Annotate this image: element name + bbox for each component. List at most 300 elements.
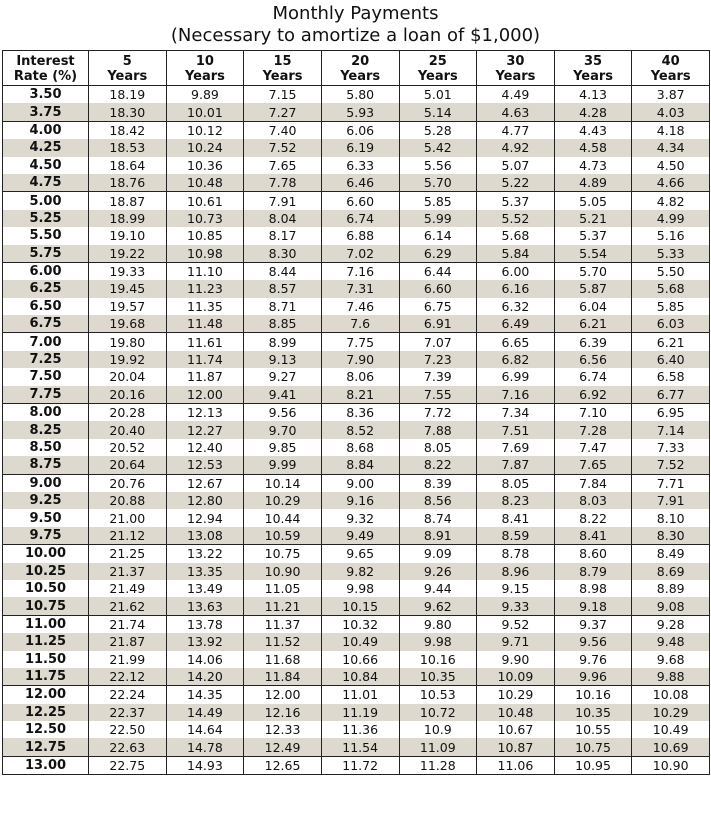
payment-cell: 9.65 <box>321 545 399 563</box>
payment-cell: 6.03 <box>632 315 710 333</box>
payment-cell: 18.53 <box>89 139 167 156</box>
payment-cell: 9.71 <box>477 633 555 650</box>
payment-cell: 13.78 <box>166 615 244 633</box>
rate-cell: 7.25 <box>3 351 89 368</box>
payment-cell: 12.13 <box>166 404 244 422</box>
table-row <box>3 651 710 668</box>
payment-cell: 7.23 <box>399 351 477 368</box>
payment-cell: 9.48 <box>632 633 710 650</box>
rate-cell: 7.00 <box>3 333 89 351</box>
payment-cell: 7.02 <box>321 245 399 263</box>
payment-cell: 3.87 <box>632 86 710 104</box>
payment-cell: 20.64 <box>89 456 167 474</box>
payment-cell: 11.54 <box>321 738 399 756</box>
payment-cell: 8.99 <box>244 333 322 351</box>
payment-cell: 10.15 <box>321 597 399 615</box>
payment-cell: 10.85 <box>166 227 244 244</box>
payment-cell: 8.56 <box>399 492 477 509</box>
payment-cell: 9.32 <box>321 509 399 526</box>
payment-cell: 9.99 <box>244 456 322 474</box>
rate-cell: 8.00 <box>3 404 89 422</box>
table-row <box>3 474 710 492</box>
rate-cell: 10.75 <box>3 597 89 615</box>
payment-cell: 10.08 <box>632 686 710 704</box>
payment-cell: 6.91 <box>399 315 477 333</box>
table-row <box>3 686 710 704</box>
payment-cell: 4.73 <box>554 157 632 174</box>
payment-cell: 10.14 <box>244 474 322 492</box>
payment-cell: 14.20 <box>166 668 244 686</box>
payment-cell: 5.85 <box>632 298 710 315</box>
payment-cell: 18.87 <box>89 192 167 210</box>
payment-cell: 5.56 <box>399 157 477 174</box>
table-row <box>3 456 710 474</box>
payment-cell: 5.80 <box>321 86 399 104</box>
payment-cell: 9.49 <box>321 527 399 545</box>
payment-cell: 10.35 <box>399 668 477 686</box>
payment-cell: 9.26 <box>399 563 477 580</box>
payment-cell: 21.25 <box>89 545 167 563</box>
payment-cell: 4.49 <box>477 86 555 104</box>
payment-cell: 6.00 <box>477 262 555 280</box>
payment-cell: 12.00 <box>166 386 244 404</box>
table-row <box>3 704 710 721</box>
payment-cell: 4.89 <box>554 174 632 192</box>
payment-cell: 9.56 <box>244 404 322 422</box>
payment-cell: 8.84 <box>321 456 399 474</box>
payment-cell: 4.13 <box>554 86 632 104</box>
payment-cell: 10.59 <box>244 527 322 545</box>
payment-cell: 11.87 <box>166 368 244 385</box>
table-body <box>3 86 710 775</box>
payment-cell: 21.12 <box>89 527 167 545</box>
header-term-40 <box>632 51 710 86</box>
payment-cell: 13.08 <box>166 527 244 545</box>
rate-cell: 9.25 <box>3 492 89 509</box>
payment-cell: 10.44 <box>244 509 322 526</box>
payment-cell: 10.32 <box>321 615 399 633</box>
rate-cell: 6.50 <box>3 298 89 315</box>
payment-cell: 7.39 <box>399 368 477 385</box>
payment-cell: 19.33 <box>89 262 167 280</box>
rate-cell: 5.50 <box>3 227 89 244</box>
table-title <box>0 3 711 47</box>
payment-cell: 9.44 <box>399 580 477 597</box>
payment-cell: 13.63 <box>166 597 244 615</box>
payment-cell: 20.88 <box>89 492 167 509</box>
payment-cell: 10.55 <box>554 721 632 738</box>
payment-cell: 6.58 <box>632 368 710 385</box>
table-row <box>3 157 710 174</box>
payment-cell: 21.62 <box>89 597 167 615</box>
header-term-value: 15 <box>273 53 292 69</box>
payment-cell: 18.42 <box>89 121 167 139</box>
table-row <box>3 121 710 139</box>
payment-cell: 12.00 <box>244 686 322 704</box>
payment-cell: 11.72 <box>321 756 399 774</box>
payment-cell: 6.21 <box>632 333 710 351</box>
payment-cell: 11.48 <box>166 315 244 333</box>
header-term-10 <box>166 51 244 86</box>
payment-cell: 6.56 <box>554 351 632 368</box>
payment-cell: 8.05 <box>477 474 555 492</box>
payment-cell: 19.22 <box>89 245 167 263</box>
payment-cell: 8.22 <box>399 456 477 474</box>
payment-cell: 7.28 <box>554 421 632 438</box>
payment-cell: 9.37 <box>554 615 632 633</box>
payment-cell: 8.30 <box>244 245 322 263</box>
payment-cell: 5.16 <box>632 227 710 244</box>
table-row <box>3 563 710 580</box>
table-row <box>3 509 710 526</box>
payment-cell: 21.87 <box>89 633 167 650</box>
payment-cell: 7.07 <box>399 333 477 351</box>
payment-cell: 10.84 <box>321 668 399 686</box>
payment-cell: 10.75 <box>244 545 322 563</box>
payment-cell: 22.63 <box>89 738 167 756</box>
payment-cell: 5.28 <box>399 121 477 139</box>
rate-cell: 5.75 <box>3 245 89 263</box>
table-row <box>3 86 710 104</box>
payment-cell: 22.12 <box>89 668 167 686</box>
header-term-20 <box>321 51 399 86</box>
rate-cell: 13.00 <box>3 756 89 774</box>
payment-cell: 5.37 <box>477 192 555 210</box>
payment-cell: 4.34 <box>632 139 710 156</box>
table-row <box>3 192 710 210</box>
header-term-value: 35 <box>584 53 603 69</box>
payment-cell: 7.65 <box>244 157 322 174</box>
payment-cell: 13.49 <box>166 580 244 597</box>
payment-cell: 10.29 <box>244 492 322 509</box>
rate-cell: 5.00 <box>3 192 89 210</box>
payment-cell: 10.09 <box>477 668 555 686</box>
payment-cell: 4.28 <box>554 103 632 121</box>
header-term-unit: Years <box>184 68 225 84</box>
payment-cell: 4.50 <box>632 157 710 174</box>
table-row <box>3 527 710 545</box>
header-term-unit: Years <box>107 68 148 84</box>
payment-cell: 5.33 <box>632 245 710 263</box>
table-row <box>3 738 710 756</box>
payment-cell: 19.80 <box>89 333 167 351</box>
payment-cell: 7.65 <box>554 456 632 474</box>
payment-cell: 6.39 <box>554 333 632 351</box>
payment-cell: 7.72 <box>399 404 477 422</box>
payment-cell: 10.90 <box>244 563 322 580</box>
table-row <box>3 386 710 404</box>
payment-cell: 5.22 <box>477 174 555 192</box>
payment-cell: 7.90 <box>321 351 399 368</box>
payment-cell: 7.10 <box>554 404 632 422</box>
payment-cell: 9.13 <box>244 351 322 368</box>
payment-cell: 19.57 <box>89 298 167 315</box>
payment-cell: 9.88 <box>632 668 710 686</box>
payment-cell: 14.35 <box>166 686 244 704</box>
table-row <box>3 668 710 686</box>
payment-cell: 11.19 <box>321 704 399 721</box>
table-row <box>3 721 710 738</box>
payment-cell: 11.21 <box>244 597 322 615</box>
payment-cell: 4.82 <box>632 192 710 210</box>
payment-cell: 10.12 <box>166 121 244 139</box>
table-row <box>3 351 710 368</box>
payment-cell: 8.10 <box>632 509 710 526</box>
payment-cell: 7.91 <box>632 492 710 509</box>
payment-cell: 6.95 <box>632 404 710 422</box>
payment-cell: 8.74 <box>399 509 477 526</box>
payment-cell: 10.90 <box>632 756 710 774</box>
payment-cell: 7.6 <box>321 315 399 333</box>
payment-cell: 8.69 <box>632 563 710 580</box>
rate-cell: 8.25 <box>3 421 89 438</box>
payment-cell: 4.58 <box>554 139 632 156</box>
payment-cell: 14.49 <box>166 704 244 721</box>
header-term-unit: Years <box>650 68 691 84</box>
payment-cell: 6.60 <box>321 192 399 210</box>
payment-cell: 18.30 <box>89 103 167 121</box>
rate-cell: 3.50 <box>3 86 89 104</box>
payment-cell: 10.01 <box>166 103 244 121</box>
payment-cell: 14.78 <box>166 738 244 756</box>
payment-cell: 8.06 <box>321 368 399 385</box>
payment-cell: 5.52 <box>477 210 555 227</box>
header-term-15 <box>244 51 322 86</box>
rate-cell: 11.25 <box>3 633 89 650</box>
payment-cell: 9.68 <box>632 651 710 668</box>
payment-cell: 8.71 <box>244 298 322 315</box>
rate-cell: 9.50 <box>3 509 89 526</box>
payment-cell: 10.87 <box>477 738 555 756</box>
header-term-unit: Years <box>417 68 458 84</box>
payment-cell: 10.67 <box>477 721 555 738</box>
payment-cell: 6.74 <box>321 210 399 227</box>
payment-cell: 9.70 <box>244 421 322 438</box>
payment-cell: 18.64 <box>89 157 167 174</box>
payment-cell: 8.96 <box>477 563 555 580</box>
payment-cell: 8.23 <box>477 492 555 509</box>
payment-cell: 7.14 <box>632 421 710 438</box>
table-row <box>3 227 710 244</box>
payment-cell: 8.91 <box>399 527 477 545</box>
payment-cell: 5.85 <box>399 192 477 210</box>
header-term-value: 30 <box>506 53 525 69</box>
payment-cell: 21.74 <box>89 615 167 633</box>
payment-cell: 10.69 <box>632 738 710 756</box>
payment-cell: 18.76 <box>89 174 167 192</box>
payment-cell: 7.31 <box>321 280 399 297</box>
payment-cell: 7.52 <box>632 456 710 474</box>
header-term-25 <box>399 51 477 86</box>
rate-cell: 4.75 <box>3 174 89 192</box>
table-row <box>3 245 710 263</box>
payment-cell: 12.53 <box>166 456 244 474</box>
payment-cell: 22.50 <box>89 721 167 738</box>
payment-cell: 22.75 <box>89 756 167 774</box>
payment-cell: 8.68 <box>321 439 399 456</box>
table-row <box>3 404 710 422</box>
header-term-value: 5 <box>122 53 132 69</box>
rate-cell: 10.25 <box>3 563 89 580</box>
payment-cell: 4.77 <box>477 121 555 139</box>
payment-cell: 7.55 <box>399 386 477 404</box>
payment-cell: 7.52 <box>244 139 322 156</box>
payment-cell: 18.99 <box>89 210 167 227</box>
header-term-35 <box>554 51 632 86</box>
payment-cell: 10.16 <box>554 686 632 704</box>
table-row <box>3 315 710 333</box>
payment-cell: 7.16 <box>477 386 555 404</box>
payment-cell: 9.98 <box>321 580 399 597</box>
payment-cell: 21.99 <box>89 651 167 668</box>
table-row <box>3 421 710 438</box>
payment-cell: 7.47 <box>554 439 632 456</box>
payment-cell: 5.99 <box>399 210 477 227</box>
payment-cell: 8.79 <box>554 563 632 580</box>
payment-cell: 19.92 <box>89 351 167 368</box>
table-row <box>3 633 710 650</box>
rate-cell: 8.75 <box>3 456 89 474</box>
payment-cell: 6.82 <box>477 351 555 368</box>
payment-cell: 22.37 <box>89 704 167 721</box>
payment-cell: 5.68 <box>477 227 555 244</box>
payment-cell: 7.46 <box>321 298 399 315</box>
payment-cell: 8.60 <box>554 545 632 563</box>
payment-cell: 9.00 <box>321 474 399 492</box>
payment-cell: 8.49 <box>632 545 710 563</box>
payment-cell: 6.75 <box>399 298 477 315</box>
rate-cell: 11.75 <box>3 668 89 686</box>
payment-cell: 9.80 <box>399 615 477 633</box>
rate-cell: 12.25 <box>3 704 89 721</box>
payment-cell: 9.89 <box>166 86 244 104</box>
payment-cell: 5.37 <box>554 227 632 244</box>
payment-cell: 10.48 <box>166 174 244 192</box>
payment-cell: 20.16 <box>89 386 167 404</box>
payment-cell: 9.18 <box>554 597 632 615</box>
payment-cell: 11.06 <box>477 756 555 774</box>
payment-cell: 10.35 <box>554 704 632 721</box>
table-row <box>3 103 710 121</box>
payment-cell: 8.89 <box>632 580 710 597</box>
header-term-value: 40 <box>661 53 680 69</box>
payment-cell: 12.16 <box>244 704 322 721</box>
payment-cell: 4.92 <box>477 139 555 156</box>
payment-cell: 10.24 <box>166 139 244 156</box>
rate-cell: 7.75 <box>3 386 89 404</box>
rate-cell: 12.50 <box>3 721 89 738</box>
rate-cell: 12.75 <box>3 738 89 756</box>
payment-cell: 7.51 <box>477 421 555 438</box>
payment-cell: 7.33 <box>632 439 710 456</box>
payment-cell: 5.05 <box>554 192 632 210</box>
payment-cell: 11.52 <box>244 633 322 650</box>
payment-cell: 7.69 <box>477 439 555 456</box>
payment-cell: 14.06 <box>166 651 244 668</box>
payment-cell: 5.54 <box>554 245 632 263</box>
payment-cell: 8.78 <box>477 545 555 563</box>
table-row <box>3 580 710 597</box>
payment-cell: 10.61 <box>166 192 244 210</box>
payment-cell: 5.50 <box>632 262 710 280</box>
payment-cell: 8.22 <box>554 509 632 526</box>
payment-cell: 10.48 <box>477 704 555 721</box>
payment-cell: 9.85 <box>244 439 322 456</box>
payment-cell: 9.52 <box>477 615 555 633</box>
payment-cell: 11.10 <box>166 262 244 280</box>
payment-cell: 10.29 <box>632 704 710 721</box>
payment-cell: 8.52 <box>321 421 399 438</box>
payment-cell: 6.16 <box>477 280 555 297</box>
payment-cell: 8.44 <box>244 262 322 280</box>
payment-cell: 5.14 <box>399 103 477 121</box>
payment-cell: 5.68 <box>632 280 710 297</box>
rate-cell: 9.00 <box>3 474 89 492</box>
payment-cell: 10.9 <box>399 721 477 738</box>
payment-cell: 6.14 <box>399 227 477 244</box>
payment-cell: 9.33 <box>477 597 555 615</box>
payment-cell: 9.76 <box>554 651 632 668</box>
payment-cell: 10.98 <box>166 245 244 263</box>
payment-cell: 6.92 <box>554 386 632 404</box>
rate-cell: 11.00 <box>3 615 89 633</box>
payment-cell: 10.36 <box>166 157 244 174</box>
payment-cell: 5.70 <box>554 262 632 280</box>
payment-cell: 4.18 <box>632 121 710 139</box>
payment-cell: 8.59 <box>477 527 555 545</box>
rate-cell: 4.25 <box>3 139 89 156</box>
title-line-1: Monthly Payments <box>272 3 439 24</box>
table-row <box>3 298 710 315</box>
table-row <box>3 545 710 563</box>
rate-cell: 9.75 <box>3 527 89 545</box>
payment-cell: 9.08 <box>632 597 710 615</box>
rate-cell: 8.50 <box>3 439 89 456</box>
payment-cell: 7.71 <box>632 474 710 492</box>
rate-cell: 12.00 <box>3 686 89 704</box>
payment-cell: 12.65 <box>244 756 322 774</box>
payment-cell: 9.28 <box>632 615 710 633</box>
payment-cell: 20.40 <box>89 421 167 438</box>
payment-cell: 9.09 <box>399 545 477 563</box>
payment-cell: 11.37 <box>244 615 322 633</box>
payment-cell: 7.16 <box>321 262 399 280</box>
payment-cell: 6.33 <box>321 157 399 174</box>
payment-cell: 8.03 <box>554 492 632 509</box>
payment-cell: 4.03 <box>632 103 710 121</box>
payment-cell: 7.87 <box>477 456 555 474</box>
payment-cell: 9.16 <box>321 492 399 509</box>
payment-cell: 8.36 <box>321 404 399 422</box>
table-row <box>3 368 710 385</box>
table-row <box>3 615 710 633</box>
payment-cell: 10.95 <box>554 756 632 774</box>
payment-cell: 6.44 <box>399 262 477 280</box>
payment-cell: 8.21 <box>321 386 399 404</box>
header-rate-line-2: Rate (%) <box>13 68 78 84</box>
payment-cell: 10.72 <box>399 704 477 721</box>
payment-cell: 7.78 <box>244 174 322 192</box>
header-interest-rate <box>3 51 89 86</box>
payment-cell: 5.87 <box>554 280 632 297</box>
table-row <box>3 333 710 351</box>
payment-cell: 8.17 <box>244 227 322 244</box>
payment-cell: 11.01 <box>321 686 399 704</box>
payment-cell: 9.27 <box>244 368 322 385</box>
payment-cell: 10.49 <box>321 633 399 650</box>
payment-cell: 20.04 <box>89 368 167 385</box>
rate-cell: 10.00 <box>3 545 89 563</box>
